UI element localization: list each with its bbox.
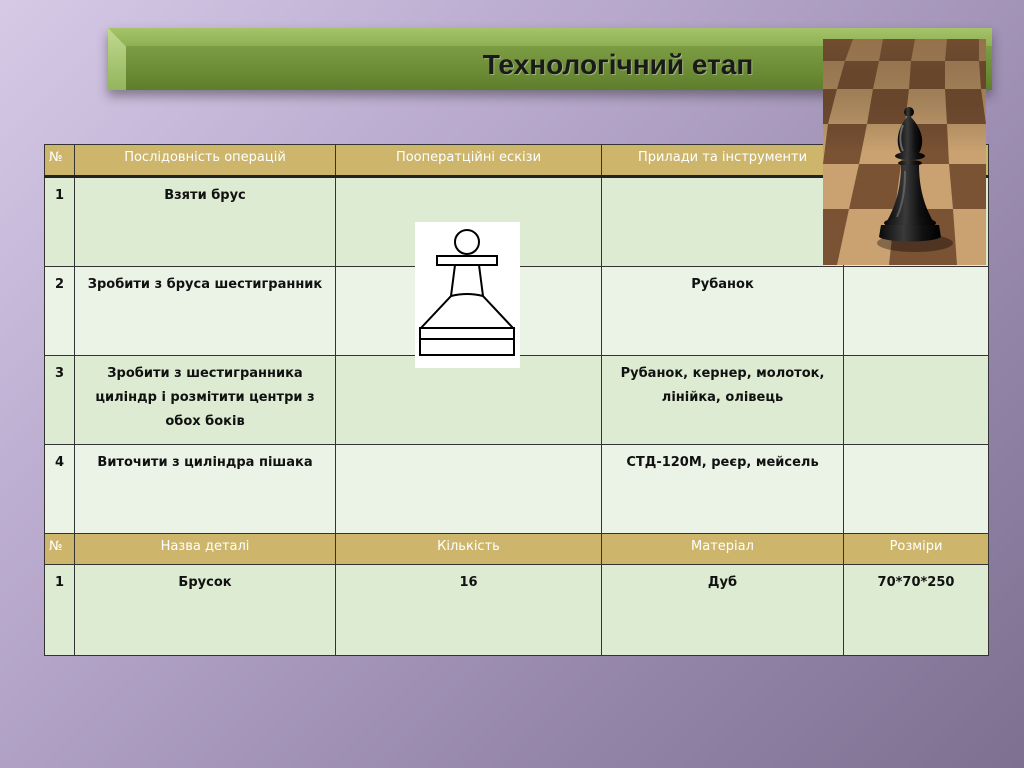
header-tools: Прилади та інструменти bbox=[602, 145, 844, 177]
header-part-name: Назва деталі bbox=[75, 534, 336, 565]
header-operations: Послідовність операцій bbox=[75, 145, 336, 177]
header-dimensions: Розміри bbox=[844, 534, 989, 565]
row-extra bbox=[844, 445, 989, 534]
row-number: 1 bbox=[45, 177, 75, 267]
row-dimensions: 70*70*250 bbox=[844, 565, 989, 656]
row-tools: Рубанок bbox=[602, 267, 844, 356]
row-part-name: Брусок bbox=[75, 565, 336, 656]
row-quantity: 16 bbox=[336, 565, 602, 656]
row-operation: Виточити з циліндра пішака bbox=[75, 445, 336, 534]
row-number: 4 bbox=[45, 445, 75, 534]
header-material: Матеріал bbox=[602, 534, 844, 565]
header-sketches: Пооператційні ескізи bbox=[336, 145, 602, 177]
table-row bbox=[45, 445, 989, 534]
header-number: № bbox=[45, 534, 75, 565]
table-row bbox=[45, 565, 989, 656]
header-number: № bbox=[45, 145, 75, 177]
row-tools: Рубанок, кернер, молоток, лінійка, олівець bbox=[602, 356, 844, 445]
row-number: 1 bbox=[45, 565, 75, 656]
row-extra bbox=[844, 267, 989, 356]
header-quantity: Кількість bbox=[336, 534, 602, 565]
row-operation: Зробити з бруса шестигранник bbox=[75, 267, 336, 356]
page-title: Технологічний етап bbox=[482, 49, 754, 80]
row-sketch bbox=[336, 356, 602, 445]
row-number: 3 bbox=[45, 356, 75, 445]
row-operation: Зробити з шестигранника циліндр і розмітити центри з обох боків bbox=[75, 356, 336, 445]
row-sketch bbox=[336, 445, 602, 534]
row-tools: СТД-120М, реєр, мейсель bbox=[602, 445, 844, 534]
row-material: Дуб bbox=[602, 565, 844, 656]
row-tools bbox=[602, 177, 844, 267]
row-extra bbox=[844, 356, 989, 445]
table-row bbox=[45, 356, 989, 445]
chess-bishop-photo bbox=[823, 39, 986, 265]
details-header-row bbox=[45, 534, 989, 565]
row-number: 2 bbox=[45, 267, 75, 356]
row-operation: Взяти брус bbox=[75, 177, 336, 267]
pawn-sketch-icon bbox=[415, 222, 520, 368]
